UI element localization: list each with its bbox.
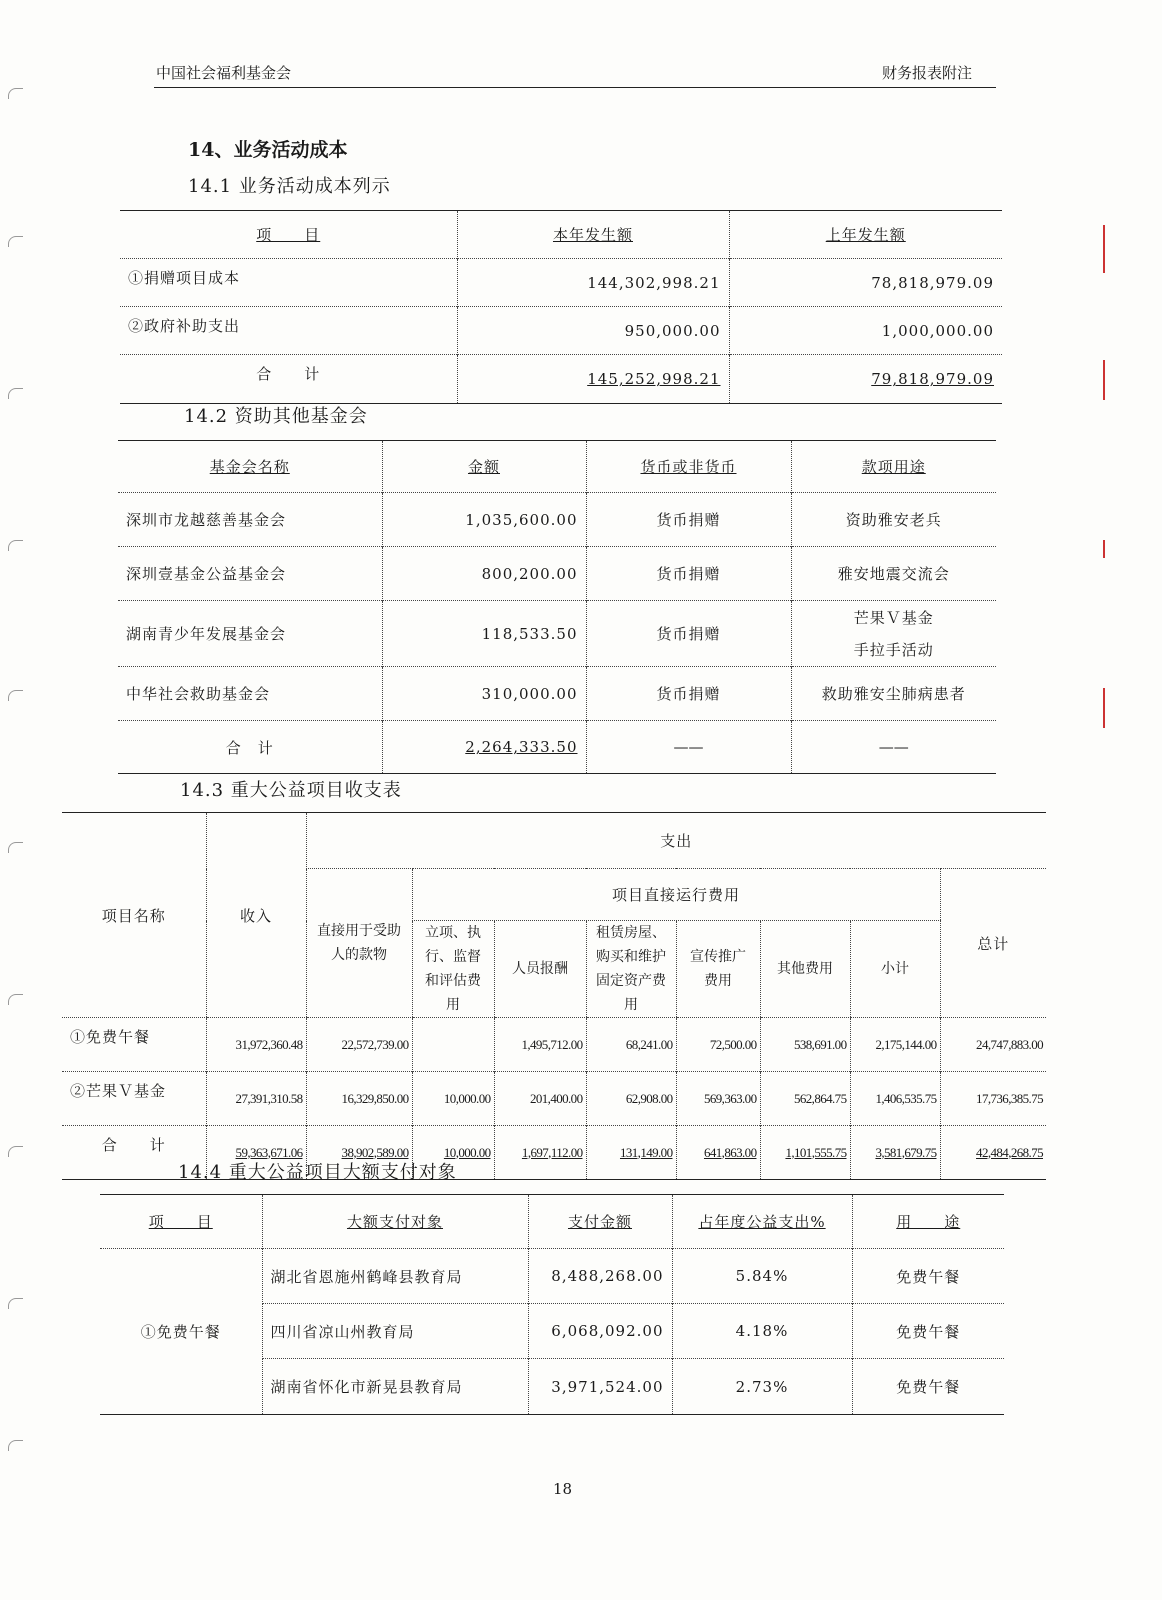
t3-title: 14.3 重大公益项目收支表 (180, 780, 402, 801)
punch-hole-mark (8, 1440, 23, 1451)
t3-table (62, 812, 1046, 1180)
t3-header-project-mgmt: 立项、执行、监督和评估费用 (412, 921, 494, 1018)
header-rule (154, 87, 996, 88)
t3-header-promotion: 宣传推广费用 (676, 921, 760, 1018)
t2-title: 14.2 资助其他基金会 (184, 406, 368, 427)
t4-title: 14.4 重大公益项目大额支付对象 (178, 1162, 457, 1183)
t3-header-lease-assets: 租赁房屋、购买和维护固定资产费用 (586, 921, 676, 1018)
t3-header-direct: 直接用于受助人的款物 (306, 869, 412, 1018)
table-row: ②政府补助支出 950,000.00 1,000,000.00 (120, 307, 1002, 355)
section-title: 14、业务活动成本 (188, 139, 348, 161)
table-row: 深圳市龙越慈善基金会 1,035,600.00 货币捐赠 资助雅安老兵 (118, 493, 996, 547)
t3-header-staff-pay: 人员报酬 (494, 921, 586, 1018)
table-row: 湖南省怀化市新晃县教育局 3,971,524.00 2.73% 免费午餐 (100, 1359, 1004, 1415)
punch-hole-mark (8, 1298, 23, 1309)
punch-hole-mark (8, 690, 23, 701)
header-org: 中国社会福利基金会 (156, 64, 292, 82)
table-row-total: 合 计 59,363,671.06 38,902,589.00 10,000.00 1,697,112.00 131,149.00 641,863.00 1,101,555.75 3,581,679.75 42,484,268.75 (62, 1126, 1046, 1180)
table-row: ①免费午餐 湖北省恩施州鹤峰县教育局 8,488,268.00 5.84% 免费午餐 (100, 1249, 1004, 1304)
punch-hole-mark (8, 842, 23, 853)
margin-mark (1103, 225, 1105, 273)
t1-table (120, 210, 1002, 404)
t4-header-usage: 用 途 (852, 1195, 1004, 1249)
page-number: 18 (552, 1480, 573, 1498)
t1-header-previous: 上年发生额 (729, 211, 1002, 259)
t2-table (118, 440, 996, 774)
punch-hole-mark (8, 236, 23, 247)
table-row: 四川省凉山州教育局 6,068,092.00 4.18% 免费午餐 (100, 1304, 1004, 1359)
table-row: ②芒果Ｖ基金 27,391,310.58 16,329,850.00 10,000.00 201,400.00 62,908.00 569,363.00 562,864.75 1,406,535.75 17,736,385.75 (62, 1072, 1046, 1126)
t4-header-item: 项 目 (148, 1213, 213, 1231)
t3-header-operating: 项目直接运行费用 (412, 869, 940, 921)
t4-header-amount: 支付金额 (528, 1195, 672, 1249)
t4-header-percent: 占年度公益支出% (672, 1195, 852, 1249)
t4-item: ①免费午餐 (100, 1249, 262, 1415)
table-row-total: 合 计 145,252,998.21 79,818,979.09 (120, 355, 1002, 404)
t3-header-total: 总计 (940, 869, 1046, 1018)
punch-hole-mark (8, 994, 23, 1005)
margin-mark (1103, 360, 1105, 400)
table-row: 中华社会救助基金会 310,000.00 货币捐赠 救助雅安尘肺病患者 (118, 667, 996, 721)
t1-header-item: 项 目 (256, 226, 321, 244)
t3-header-other: 其他费用 (760, 921, 850, 1018)
t3-header-income: 收入 (206, 813, 306, 1018)
t2-header-type: 货币或非货币 (586, 441, 791, 493)
t1-title: 14.1 业务活动成本列示 (188, 176, 391, 197)
header-doc-title: 财务报表附注 (881, 64, 972, 82)
t3-header-subtotal: 小计 (850, 921, 940, 1018)
margin-mark (1103, 688, 1105, 728)
margin-mark (1103, 540, 1105, 558)
table-row: 湖南青少年发展基金会 118,533.50 货币捐赠 芒果Ｖ基金 手拉手活动 (118, 601, 996, 667)
table-row: ①免费午餐 31,972,360.48 22,572,739.00 1,495,712.00 68,241.00 72,500.00 538,691.00 2,175,144.00 24,747,883.00 (62, 1018, 1046, 1072)
punch-hole-mark (8, 1146, 23, 1157)
table-row: 深圳壹基金公益基金会 800,200.00 货币捐赠 雅安地震交流会 (118, 547, 996, 601)
t4-table (100, 1194, 1004, 1415)
table-row-total: 合 计 2,264,333.50 —— —— (118, 721, 996, 774)
t4-header-payee: 大额支付对象 (262, 1195, 528, 1249)
punch-hole-mark (8, 540, 23, 551)
t2-header-amount: 金额 (382, 441, 586, 493)
table-row: ①捐赠项目成本 144,302,998.21 78,818,979.09 (120, 259, 1002, 307)
t2-header-purpose: 款项用途 (791, 441, 996, 493)
t3-header-expense: 支出 (306, 813, 1046, 869)
punch-hole-mark (8, 388, 23, 399)
t1-header-current: 本年发生额 (457, 211, 729, 259)
t3-header-name: 项目名称 (62, 813, 206, 1018)
t2-header-name: 基金会名称 (209, 458, 290, 476)
punch-hole-mark (8, 88, 23, 99)
